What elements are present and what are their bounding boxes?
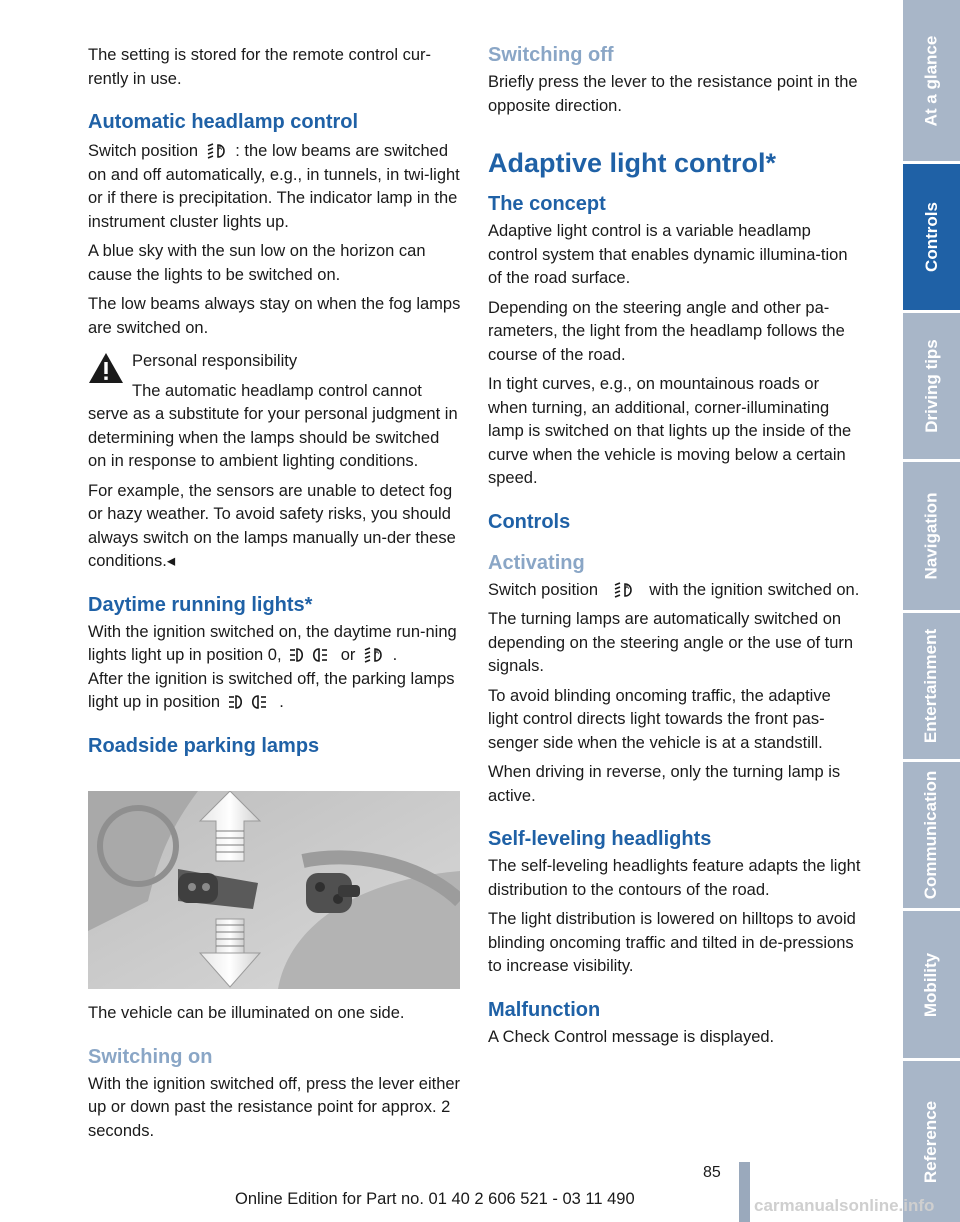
heading-adaptive-light: Adaptive light control* <box>488 148 777 178</box>
paragraph-stored: The setting is stored for the remote control cur-rently in use. <box>88 46 431 88</box>
paragraph-auto-2: A blue sky with the sun low on the horizon can cause the lights to be switched on. <box>88 242 426 284</box>
tab-label: At a glance <box>921 35 941 126</box>
paragraph-self-2: The light distribution is lowered on hilltops to avoid blinding oncoming traffic and tilted in de-pressions to increase visibility. <box>488 910 856 975</box>
right-column <box>488 0 863 1049</box>
paragraph-concept-2: Depending on the steering angle and other pa-rameters, the light from the headlamp follows the course of the road. <box>488 298 845 364</box>
edition-footer: Online Edition for Part no. 01 40 2 606 521 - 03 11 490 <box>235 1190 635 1208</box>
text-daytime-b: After the ignition is switched off, the parking lamps light up in position <box>88 669 455 711</box>
tab-label: Reference <box>921 1100 941 1183</box>
text-daytime-a: With the ignition switched on, the daytime run-ning lights light up in position 0, <box>88 622 457 664</box>
tab-label: Driving tips <box>921 339 941 433</box>
text-activating-desc: with the ignition switched on. <box>649 580 860 599</box>
paragraph-auto-3: The low beams always stay on when the fog lamps are switched on. <box>88 295 461 337</box>
paragraph-one-side: The vehicle can be illuminated on one side. <box>88 1004 405 1022</box>
heading-switching-off: Switching off <box>488 44 614 66</box>
tab-at-a-glance[interactable] <box>903 0 960 161</box>
heading-automatic-headlamp: Automatic headlamp control <box>88 111 359 133</box>
text-or: or <box>340 646 356 664</box>
tab-mobility[interactable] <box>903 911 960 1058</box>
paragraph-self-1: The self-leveling headlights feature adapts the light distribution to the contours of the road. <box>488 857 861 899</box>
warning-line: The automatic headlamp control cannot <box>132 381 422 400</box>
tab-entertainment[interactable] <box>903 613 960 759</box>
heading-daytime-running: Daytime running lights* <box>88 593 313 616</box>
page-marker-bar <box>739 1162 750 1222</box>
tab-navigation[interactable] <box>903 462 960 610</box>
chapter-tabs <box>903 0 960 1222</box>
page-number: 85 <box>703 1164 721 1181</box>
heading-concept: The concept <box>488 193 606 215</box>
paragraph-auto-1 <box>88 140 462 234</box>
paragraph-daytime-a <box>88 621 462 668</box>
paragraph-switching-on: With the ignition switched off, press the lever either up or down past the resistance point for approx. 2 seconds. <box>88 1074 461 1140</box>
text-period: . <box>392 646 398 664</box>
paragraph-concept-1: Adaptive light control is a variable headlamp control system that enables dynamic illumina-tion of the road surface. <box>488 222 848 287</box>
heading-controls: Controls <box>488 510 571 533</box>
text-switch-position: Switch position <box>88 142 199 160</box>
paragraph-activating-1 <box>488 579 863 603</box>
auto-headlamp-icon <box>206 142 228 160</box>
watermark: carmanualsonline.info <box>754 1196 935 1215</box>
tab-communication[interactable] <box>903 762 960 908</box>
parking-lamps-icon <box>289 646 333 664</box>
warning-title: Personal responsibility <box>132 352 298 370</box>
steering-column-lever-illustration <box>88 791 460 989</box>
svg-text:A: A <box>375 649 380 656</box>
paragraph-concept-3: In tight curves, e.g., on mountainous roads or when turning, an additional, corner-illuminating lamp is switched on that lights up the inside of the curve when the vehicle is moving below a certain speed. <box>488 375 852 487</box>
svg-text:A: A <box>217 145 222 152</box>
tab-label: Entertainment <box>921 628 941 744</box>
tab-label: Navigation <box>921 492 941 580</box>
parking-lamps-icon <box>228 693 272 711</box>
warning-body: serve as a substitute for your personal judgment in determining when the lamps should be switched on in response to ambient lighting conditions. <box>88 405 458 470</box>
heading-malfunction: Malfunction <box>488 998 601 1021</box>
warning-triangle-icon <box>88 352 124 384</box>
auto-headlamp-icon <box>363 646 385 664</box>
left-column <box>88 0 462 758</box>
left-column-lower <box>88 1002 462 1143</box>
tab-label: Controls <box>921 202 941 272</box>
text-switch-position: Switch position <box>488 580 599 599</box>
paragraph-malfunction: A Check Control message is displayed. <box>488 1027 775 1046</box>
tab-label: Mobility <box>921 952 941 1017</box>
paragraph-example: For example, the sensors are unable to detect fog or hazy weather. To avoid safety risks, you should always switch on the lamps manually un-der these conditions.◂ <box>88 481 456 570</box>
svg-text:A: A <box>624 583 629 591</box>
tab-label: Communication <box>921 770 941 900</box>
paragraph-activating-2: The turning lamps are automatically switched on depending on the steering angle or the use of turn signals. <box>488 610 854 675</box>
tab-controls[interactable] <box>903 164 960 310</box>
heading-self-leveling: Self-leveling headlights <box>488 828 712 850</box>
heading-switching-on: Switching on <box>88 1045 213 1068</box>
warning-note <box>88 350 462 474</box>
paragraph-activating-4: When driving in reverse, only the turning lamp is active. <box>488 763 841 805</box>
auto-headlamp-icon <box>613 581 635 599</box>
heading-roadside-parking: Roadside parking lamps <box>88 734 320 757</box>
paragraph-switching-off: Briefly press the lever to the resistance point in the opposite direction. <box>488 73 858 115</box>
paragraph-daytime-b <box>88 668 462 715</box>
tab-driving-tips[interactable] <box>903 313 960 459</box>
paragraph-activating-3: To avoid blinding oncoming traffic, the adaptive light control directs light towards the front pas-senger side when the vehicle is at a standstill. <box>488 686 831 752</box>
text-period: . <box>279 693 284 711</box>
heading-activating: Activating <box>488 551 585 574</box>
text-auto-desc: : the low beams are switched on and off automatically, e.g., in tunnels, in twi-light or if there is precipitation. The indicator lamp in the instrument cluster lights up. <box>88 142 460 231</box>
